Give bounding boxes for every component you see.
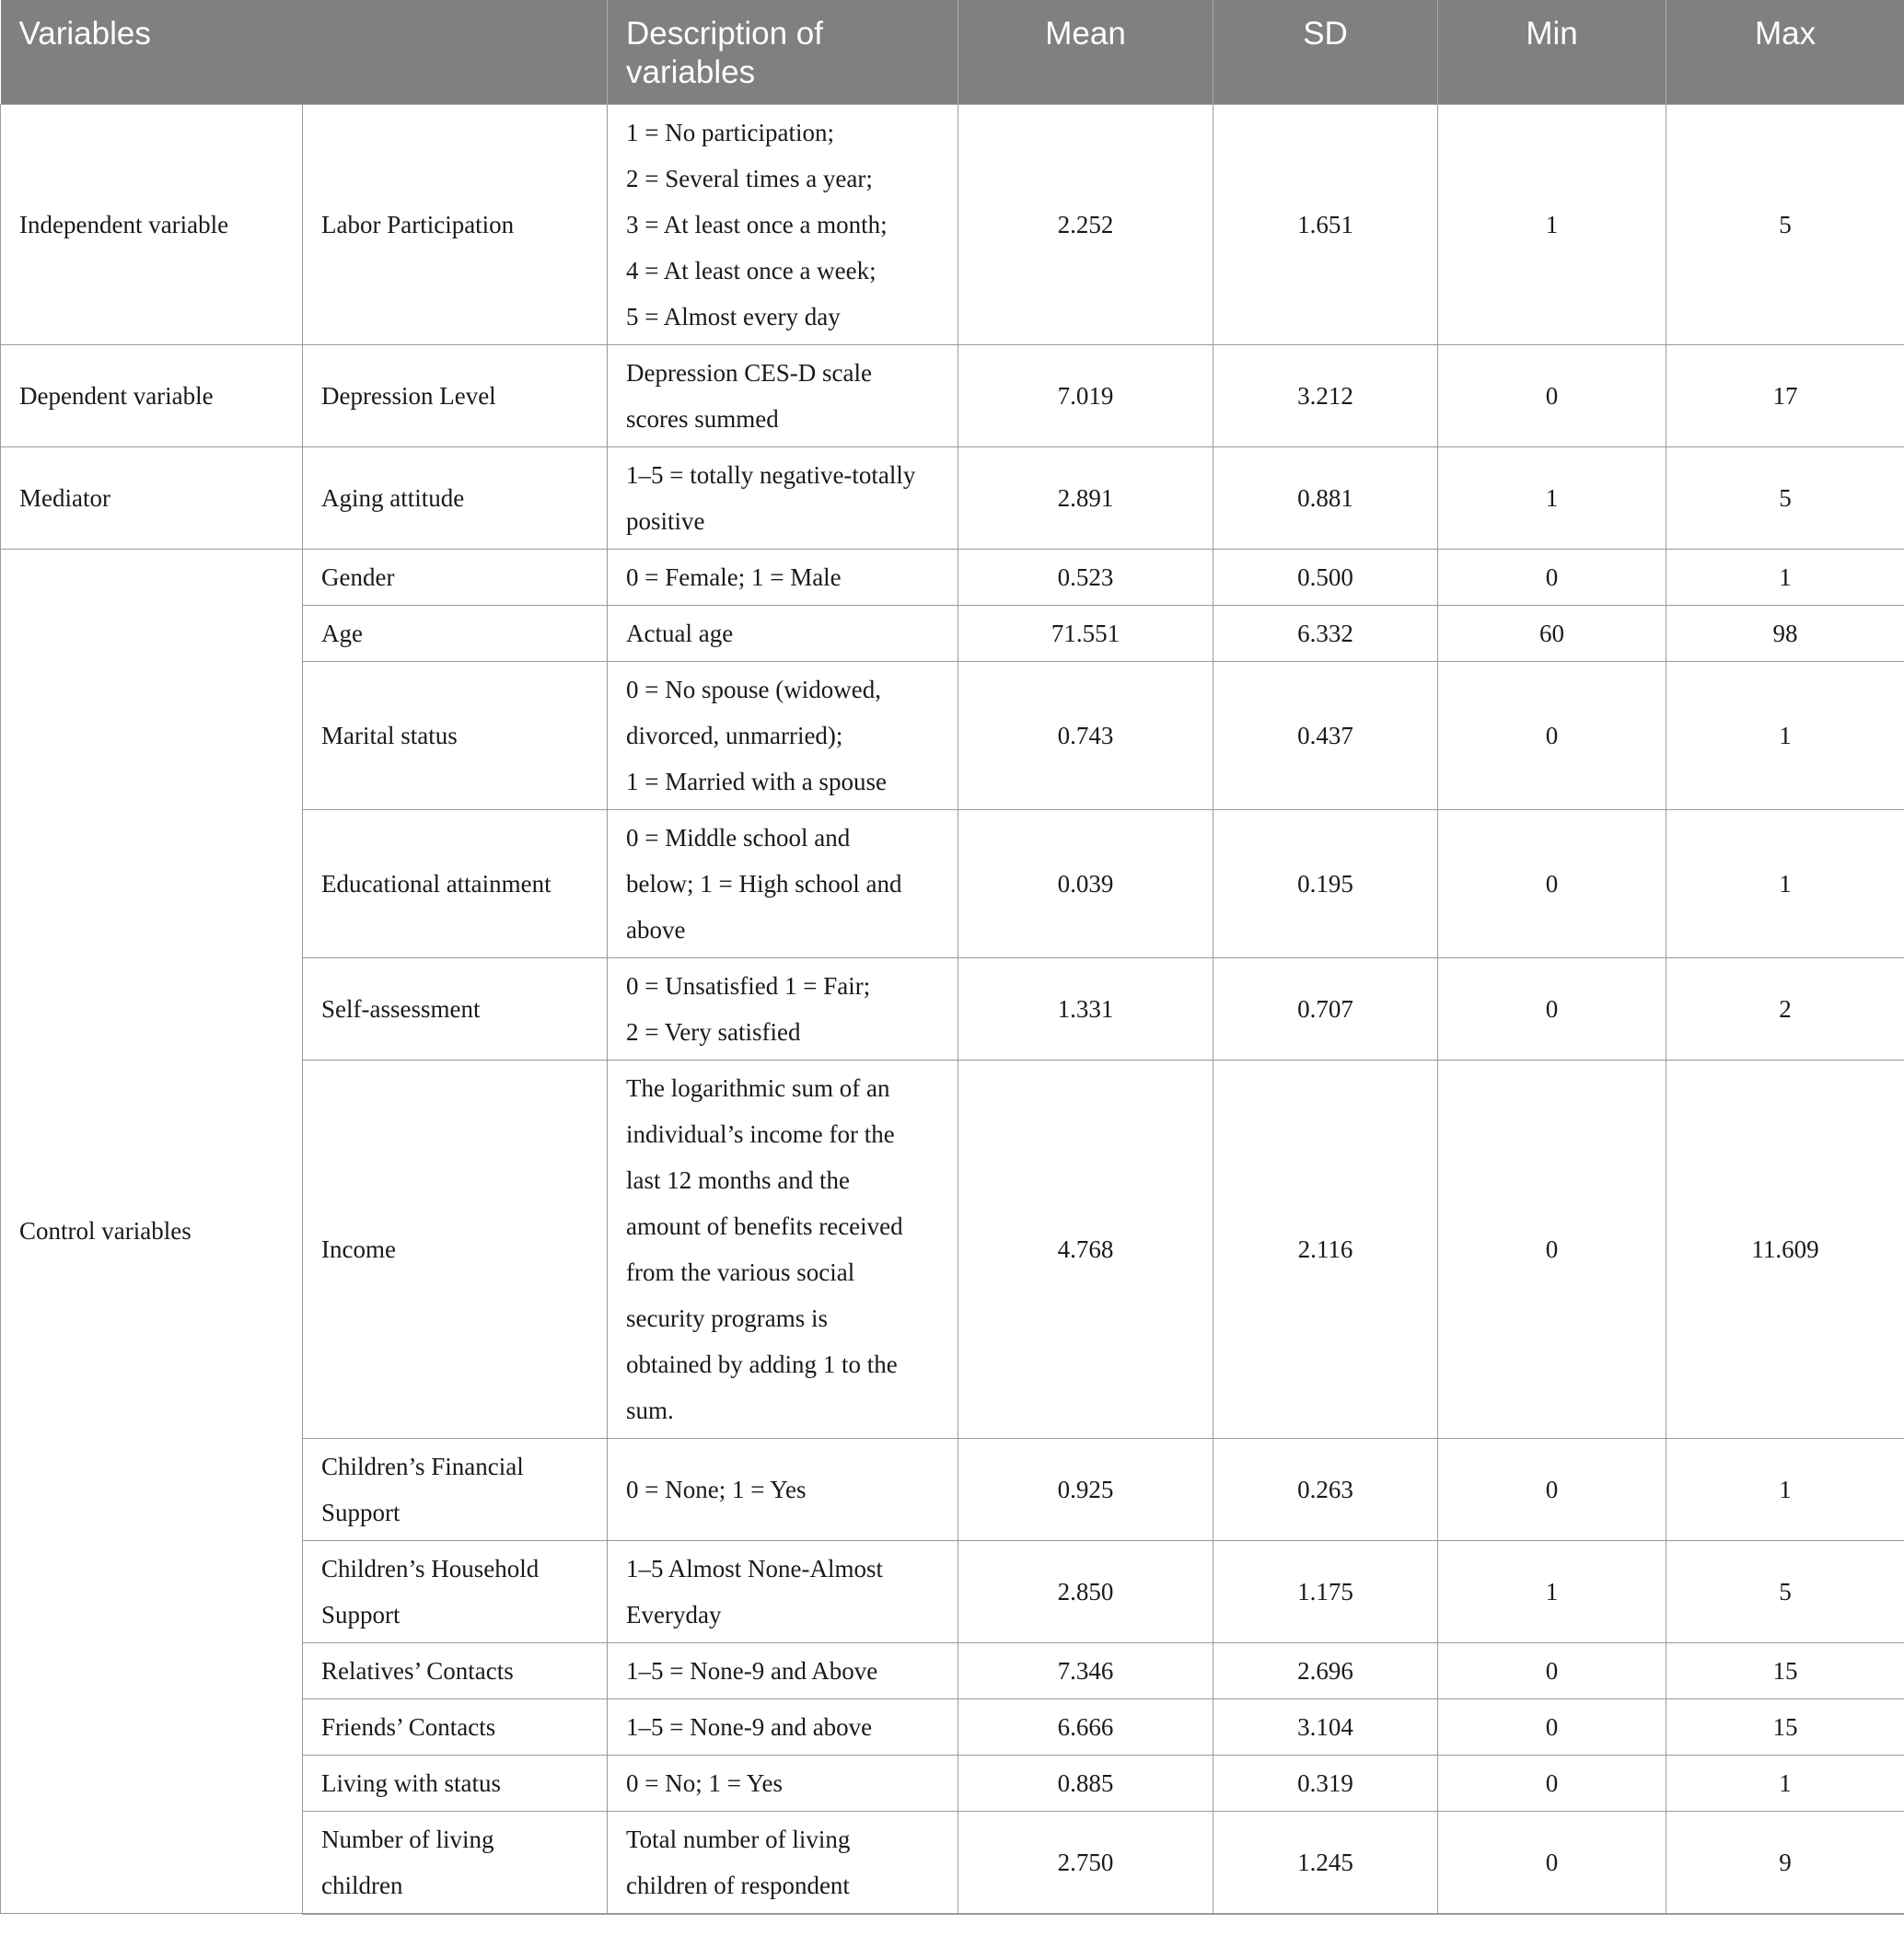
- description-line: sum.: [626, 1396, 674, 1424]
- description-line: last 12 months and the: [626, 1165, 850, 1194]
- sd-value: 0.263: [1213, 1438, 1438, 1540]
- variable-description: [608, 344, 958, 446]
- mean-value: 0.885: [958, 1755, 1213, 1811]
- variable-name-line: Self-assessment: [321, 994, 481, 1023]
- variable-name-line: Support: [321, 1498, 401, 1526]
- table-header: [1, 0, 1904, 104]
- min-value: 1: [1438, 1540, 1666, 1642]
- variable-name-line: Living with status: [321, 1768, 501, 1797]
- description-line: from the various social: [626, 1258, 855, 1286]
- table-row: [1, 104, 1904, 344]
- variable-name: [303, 446, 608, 549]
- mean-value: 2.252: [958, 104, 1213, 344]
- description-line: Actual age: [626, 619, 734, 647]
- description-line: scores summed: [626, 404, 779, 433]
- variable-description: [608, 1811, 958, 1914]
- min-value: 0: [1438, 1698, 1666, 1755]
- variable-name-line: Income: [321, 1235, 396, 1263]
- variable-description: [608, 1438, 958, 1540]
- mean-value: 2.850: [958, 1540, 1213, 1642]
- mean-value: 4.768: [958, 1060, 1213, 1438]
- description-line: 2 = Very satisfied: [626, 1017, 801, 1046]
- description-line: Everyday: [626, 1600, 722, 1629]
- min-value: 0: [1438, 1755, 1666, 1811]
- min-value: 0: [1438, 1642, 1666, 1698]
- description-line: 1–5 = totally negative-totally: [626, 460, 916, 489]
- variable-name: [303, 1755, 608, 1811]
- sd-value: 0.500: [1213, 549, 1438, 605]
- table-body: [1, 104, 1904, 1914]
- description-line: obtained by adding 1 to the: [626, 1350, 898, 1378]
- description-line: 1 = Married with a spouse: [626, 767, 887, 795]
- variable-name: [303, 1540, 608, 1642]
- min-value: 1: [1438, 446, 1666, 549]
- variable-name-line: Number of living: [321, 1825, 494, 1853]
- variable-name-line: Relatives’ Contacts: [321, 1656, 514, 1685]
- mean-value: 7.019: [958, 344, 1213, 446]
- header-variables: Variables: [1, 0, 608, 104]
- sd-value: 1.175: [1213, 1540, 1438, 1642]
- mean-value: 7.346: [958, 1642, 1213, 1698]
- description-line: The logarithmic sum of an: [626, 1073, 890, 1102]
- variable-name: [303, 549, 608, 605]
- variable-description: [608, 1642, 958, 1698]
- description-line: children of respondent: [626, 1871, 850, 1899]
- description-line: individual’s income for the: [626, 1119, 895, 1148]
- max-value: 1: [1666, 809, 1904, 957]
- min-value: 0: [1438, 1811, 1666, 1914]
- variable-name-line: Age: [321, 619, 363, 647]
- min-value: 60: [1438, 605, 1666, 661]
- group-label: Dependent variable: [1, 344, 303, 446]
- sd-value: 0.319: [1213, 1755, 1438, 1811]
- variable-name-line: Aging attitude: [321, 483, 465, 512]
- sd-value: 2.116: [1213, 1060, 1438, 1438]
- description-line: security programs is: [626, 1304, 828, 1332]
- description-line: 3 = At least once a month;: [626, 210, 888, 238]
- max-value: 5: [1666, 446, 1904, 549]
- table-row: [1, 549, 1904, 605]
- max-value: 5: [1666, 104, 1904, 344]
- min-value: 0: [1438, 1060, 1666, 1438]
- group-label: Mediator: [1, 446, 303, 549]
- description-line: amount of benefits received: [626, 1211, 903, 1240]
- variable-description: [608, 1755, 958, 1811]
- sd-value: 2.696: [1213, 1642, 1438, 1698]
- max-value: 98: [1666, 605, 1904, 661]
- description-line: 0 = No; 1 = Yes: [626, 1768, 784, 1797]
- variable-name: [303, 1438, 608, 1540]
- variable-name-line: Depression Level: [321, 381, 496, 410]
- header-row: [1, 0, 1904, 104]
- variable-name: [303, 104, 608, 344]
- description-line: Depression CES-D scale: [626, 358, 872, 387]
- max-value: 15: [1666, 1642, 1904, 1698]
- description-line: above: [626, 915, 686, 944]
- description-line: divorced, unmarried);: [626, 721, 843, 749]
- variable-description: [608, 957, 958, 1060]
- description-line: 1–5 = None-9 and Above: [626, 1656, 878, 1685]
- description-line: 0 = Female; 1 = Male: [626, 562, 842, 591]
- variable-name: [303, 1060, 608, 1438]
- header-mean: Mean: [958, 0, 1213, 104]
- group-label: Independent variable: [1, 104, 303, 344]
- variable-name-line: Support: [321, 1600, 401, 1629]
- description-line: 2 = Several times a year;: [626, 164, 873, 192]
- mean-value: 2.750: [958, 1811, 1213, 1914]
- mean-value: 0.523: [958, 549, 1213, 605]
- description-line: 4 = At least once a week;: [626, 256, 877, 284]
- mean-value: 71.551: [958, 605, 1213, 661]
- description-line: below; 1 = High school and: [626, 869, 902, 898]
- variable-name-line: children: [321, 1871, 403, 1899]
- mean-value: 6.666: [958, 1698, 1213, 1755]
- min-value: 0: [1438, 661, 1666, 809]
- description-line: 0 = No spouse (widowed,: [626, 675, 881, 703]
- variable-description: [608, 809, 958, 957]
- variable-name: [303, 957, 608, 1060]
- variable-name-line: Educational attainment: [321, 869, 551, 898]
- variable-name: [303, 1698, 608, 1755]
- max-value: 1: [1666, 661, 1904, 809]
- variable-name-line: Gender: [321, 562, 395, 591]
- mean-value: 1.331: [958, 957, 1213, 1060]
- variable-description: [608, 446, 958, 549]
- mean-value: 0.925: [958, 1438, 1213, 1540]
- max-value: 5: [1666, 1540, 1904, 1642]
- sd-value: 0.707: [1213, 957, 1438, 1060]
- variable-description: [608, 605, 958, 661]
- max-value: 1: [1666, 1755, 1904, 1811]
- min-value: 0: [1438, 344, 1666, 446]
- sd-value: 3.212: [1213, 344, 1438, 446]
- group-label: Control variables: [1, 549, 303, 1914]
- max-value: 1: [1666, 549, 1904, 605]
- description-line: 0 = Unsatisfied 1 = Fair;: [626, 971, 871, 1000]
- min-value: 0: [1438, 1438, 1666, 1540]
- sd-value: 1.651: [1213, 104, 1438, 344]
- sd-value: 3.104: [1213, 1698, 1438, 1755]
- variable-description: [608, 549, 958, 605]
- max-value: 9: [1666, 1811, 1904, 1914]
- variable-name-line: Labor Participation: [321, 210, 515, 238]
- variable-name-line: Children’s Financial: [321, 1452, 524, 1480]
- max-value: 2: [1666, 957, 1904, 1060]
- max-value: 15: [1666, 1698, 1904, 1755]
- min-value: 0: [1438, 549, 1666, 605]
- sd-value: 0.881: [1213, 446, 1438, 549]
- header-description: Description of variables: [608, 0, 958, 104]
- mean-value: 2.891: [958, 446, 1213, 549]
- header-sd: SD: [1213, 0, 1438, 104]
- variable-name: [303, 1642, 608, 1698]
- variable-name-line: Children’s Household: [321, 1554, 540, 1582]
- variable-name: [303, 344, 608, 446]
- description-line: Total number of living: [626, 1825, 851, 1853]
- header-min: Min: [1438, 0, 1666, 104]
- description-line: 1–5 = None-9 and above: [626, 1712, 873, 1741]
- description-line: 0 = None; 1 = Yes: [626, 1475, 807, 1503]
- sd-value: 0.437: [1213, 661, 1438, 809]
- variable-description: [608, 1540, 958, 1642]
- description-line: positive: [626, 506, 705, 535]
- header-max: Max: [1666, 0, 1904, 104]
- table-row: [1, 344, 1904, 446]
- description-line: 0 = Middle school and: [626, 823, 851, 852]
- variable-name: [303, 1811, 608, 1914]
- variable-description: [608, 1060, 958, 1438]
- max-value: 17: [1666, 344, 1904, 446]
- variable-name: [303, 809, 608, 957]
- mean-value: 0.039: [958, 809, 1213, 957]
- sd-value: 0.195: [1213, 809, 1438, 957]
- max-value: 11.609: [1666, 1060, 1904, 1438]
- variable-name-line: Friends’ Contacts: [321, 1712, 496, 1741]
- description-line: 1–5 Almost None-Almost: [626, 1554, 884, 1582]
- variable-description: [608, 104, 958, 344]
- variable-description: [608, 1698, 958, 1755]
- sd-value: 1.245: [1213, 1811, 1438, 1914]
- table-row: [1, 446, 1904, 549]
- max-value: 1: [1666, 1438, 1904, 1540]
- sd-value: 6.332: [1213, 605, 1438, 661]
- min-value: 0: [1438, 809, 1666, 957]
- variable-name: [303, 661, 608, 809]
- variable-name: [303, 605, 608, 661]
- variable-name-line: Marital status: [321, 721, 458, 749]
- variable-description: [608, 661, 958, 809]
- description-line: 1 = No participation;: [626, 118, 834, 146]
- mean-value: 0.743: [958, 661, 1213, 809]
- description-line: 5 = Almost every day: [626, 302, 841, 330]
- min-value: 0: [1438, 957, 1666, 1060]
- min-value: 1: [1438, 104, 1666, 344]
